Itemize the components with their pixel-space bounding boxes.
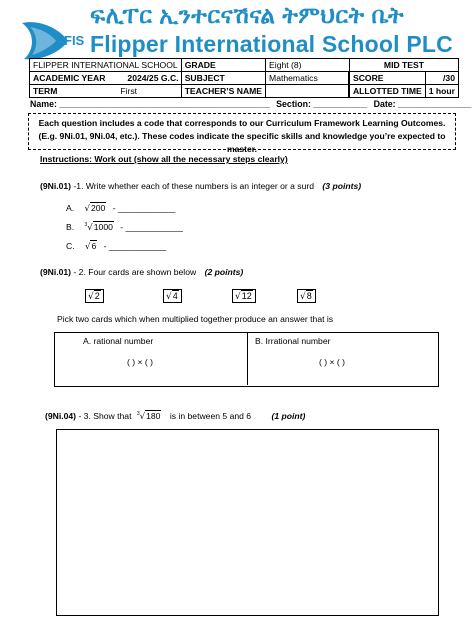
question-2-points: (2 points) <box>204 267 244 277</box>
subject-value-cell: Mathematics <box>266 72 349 85</box>
codes-note-line2: (E.g. 9Ni.01, 9Ni.04, etc.). These codes indicate the specific skills and knowledge you’re expected to master. <box>38 131 446 154</box>
rational-number-label: A. rational number <box>83 336 154 346</box>
question-2-prompt: Pick two cards which when multiplied together produce an answer that is <box>57 314 334 324</box>
question-3-points: (1 point) <box>271 411 306 421</box>
allotted-time-value-cell: 1 hour <box>425 85 458 98</box>
student-info-line <box>30 99 470 109</box>
question-3-text: - 3. Show that <box>78 411 132 421</box>
cube-root-icon: √ <box>87 223 93 233</box>
card-sqrt-4[interactable]: √4 <box>163 289 182 303</box>
term-value: First <box>120 86 138 96</box>
academic-year-label-cell: ACADEMIC YEAR 2024/25 G.C. <box>30 72 182 85</box>
answer-blank[interactable]: - ____________ <box>120 222 183 232</box>
sqrt-icon: √ <box>84 204 90 214</box>
question-1-option-b: B. $^3$√1000 - ____________ <box>66 222 183 233</box>
irrational-product-input[interactable]: ( ) × ( ) <box>319 357 346 367</box>
card-sqrt-2[interactable]: √2 <box>85 289 104 303</box>
irrational-number-label: B. Irrational number <box>255 336 331 346</box>
section-field[interactable]: Section: ___________ <box>276 99 368 109</box>
amharic-school-title: ፍሊፐር ኢንተርናሽናል ትምህርት ቤት <box>90 2 404 28</box>
question-1-text: -1. Write whether each of these numbers is an integer or a surd <box>73 181 315 191</box>
instructions: Instructions: Work out (show all the necessary steps clearly) <box>40 154 288 164</box>
sqrt-icon: √ <box>88 292 94 302</box>
date-field[interactable]: Date: _______________ <box>373 99 472 109</box>
grade-label-cell: GRADE <box>181 59 265 72</box>
table-row <box>30 72 459 85</box>
sqrt-icon: √ <box>166 292 172 302</box>
question-3-code: (9Ni.04) <box>45 411 77 421</box>
question-3: (9Ni.04) - 3. Show that $^3$√180 is in between 5 and 6 (1 point) <box>45 411 306 422</box>
score-label-cell: SCORE <box>349 72 425 85</box>
answer-blank[interactable]: - ____________ <box>103 241 167 251</box>
cube-root-icon: √ <box>139 412 146 422</box>
question-2-code: (9Ni.01) <box>40 267 72 277</box>
subject-label-cell: SUBJECT <box>181 72 265 85</box>
question-2 <box>40 267 243 277</box>
term-label-cell: TERM First <box>30 85 182 98</box>
question-2-text: - 2. Four cards are shown below <box>73 267 197 277</box>
card-sqrt-8[interactable]: √8 <box>297 289 316 303</box>
school-cell: FLIPPER INTERNATIONAL SCHOOL <box>30 59 182 72</box>
curriculum-codes-note <box>28 113 456 154</box>
question-3-answer-area[interactable] <box>56 429 439 616</box>
allotted-time-label-cell: ALLOTTED TIME <box>349 85 425 98</box>
answer-blank[interactable]: - ____________ <box>112 203 176 213</box>
rational-product-input[interactable]: ( ) × ( ) <box>127 357 154 367</box>
sqrt-icon: √ <box>84 242 91 252</box>
score-value-cell: /30 <box>425 72 458 85</box>
logo-text: FIS <box>64 33 85 48</box>
question-3-text-after: is in between 5 and 6 <box>169 411 252 421</box>
question-1-points: (3 points) <box>322 181 362 191</box>
card-sqrt-12[interactable]: √12 <box>232 289 256 303</box>
table-row <box>30 59 459 72</box>
exam-info-table <box>29 58 459 98</box>
sqrt-icon: √ <box>300 292 306 302</box>
codes-note-line1: Each question includes a code that corresponds to our Curriculum Framework Learning Outcomes. <box>38 118 446 128</box>
question-1-option-c: C. √6 - ____________ <box>66 241 167 252</box>
question-1-option-a: A. √200 - ____________ <box>66 203 176 214</box>
school-name-title: Flipper International School PLC <box>90 31 453 57</box>
sqrt-icon: √ <box>235 292 241 302</box>
question-1-code: (9Ni.01) <box>40 181 72 191</box>
test-type-cell: MID TEST <box>349 59 458 72</box>
table-row <box>30 85 459 98</box>
teacher-label-cell: TEACHER’S NAME <box>181 85 265 98</box>
name-field[interactable]: Name: ___________________________________________ <box>30 99 270 109</box>
academic-year-value: 2024/25 G.C. <box>127 73 179 83</box>
answer-box-divider <box>247 332 248 385</box>
teacher-value-cell <box>266 85 349 98</box>
question-1 <box>40 181 361 191</box>
grade-value-cell: Eight (8) <box>266 59 350 72</box>
